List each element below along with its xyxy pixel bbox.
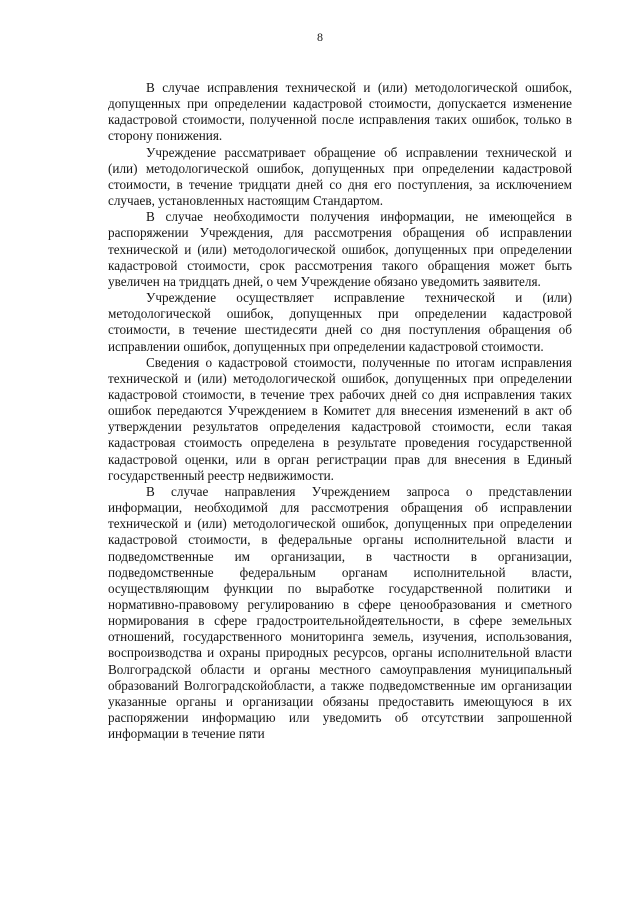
paragraph: Учреждение рассматривает обращение об исправлении технической и (или) методологической ошибок, допущенных при определении кадастровой стоимости, в течение тридцати дней со дня его поступления, за исключением случаев, установленных настоящим Стандартом. — [108, 144, 572, 209]
paragraph: Сведения о кадастровой стоимости, полученные по итогам исправления технической и (или) методологической ошибок, допущенных при определении кадастровой стоимости, в течение трех рабочих дней со дня исправления таких ошибок передаются Учреждением в Комитет для внесения изменений в акт об утверждении результатов определения кадастровой стоимости, если такая кадастровая стоимость определена в результате проведения государственной кадастровой оценки, или в орган регистрации прав для внесения в Единый государственный реестр недвижимости. — [108, 354, 572, 483]
paragraph: Учреждение осуществляет исправление технической и (или) методологической ошибок, допущенных при определении кадастровой стоимости, в течение шестидесяти дней со дня поступления обращения об исправлении ошибок, допущенных при определении кадастровой стоимости. — [108, 290, 572, 354]
paragraph: В случае направления Учреждением запроса о представлении информации, необходимой для рассмотрения обращения об исправлении технической и (или) методологической ошибок, допущенных при определении кадастровой стоимости, в федеральные органы исполнительной власти и подведомственные им организации, в частности в организации, подведомственные федеральным органам исполнительной власти, осуществляющим функции по выработке государственной политики и нормативно-правовому регулированию в сфере ценообразования и сметного нормирования в сфере градостроительнойдеятельности, в сфере земельных отношений, государственного мониторинга земель, изучения, использования, воспроизводства и охраны природных ресурсов, органы исполнительной власти Волгоградской области и органы местного самоуправления муниципальный образований Волгоградскойобласти, а также подведомственные им организации указанные органы и организации обязаны предоставить имеющуюся в их распоряжении информацию или уведомить об отсутствии запрошенной информации в течение пяти — [108, 483, 572, 742]
page-number: 8 — [317, 30, 323, 44]
paragraph: В случае необходимости получения информации, не имеющейся в распоряжении Учреждения, для рассмотрения обращения об исправлении технической и (или) методологической ошибок, допущенных при определении кадастровой стоимости, срок рассмотрения такого обращения может быть увеличен на тридцать дней, о чем Учреждение обязано уведомить заявителя. — [108, 209, 572, 289]
body-text — [108, 80, 572, 742]
paragraph: В случае исправления технической и (или) методологической ошибок, допущенных при определении кадастровой стоимости, допускается изменение кадастровой стоимости, полученной после исправления таких ошибок, только в сторону понижения. — [108, 80, 572, 144]
